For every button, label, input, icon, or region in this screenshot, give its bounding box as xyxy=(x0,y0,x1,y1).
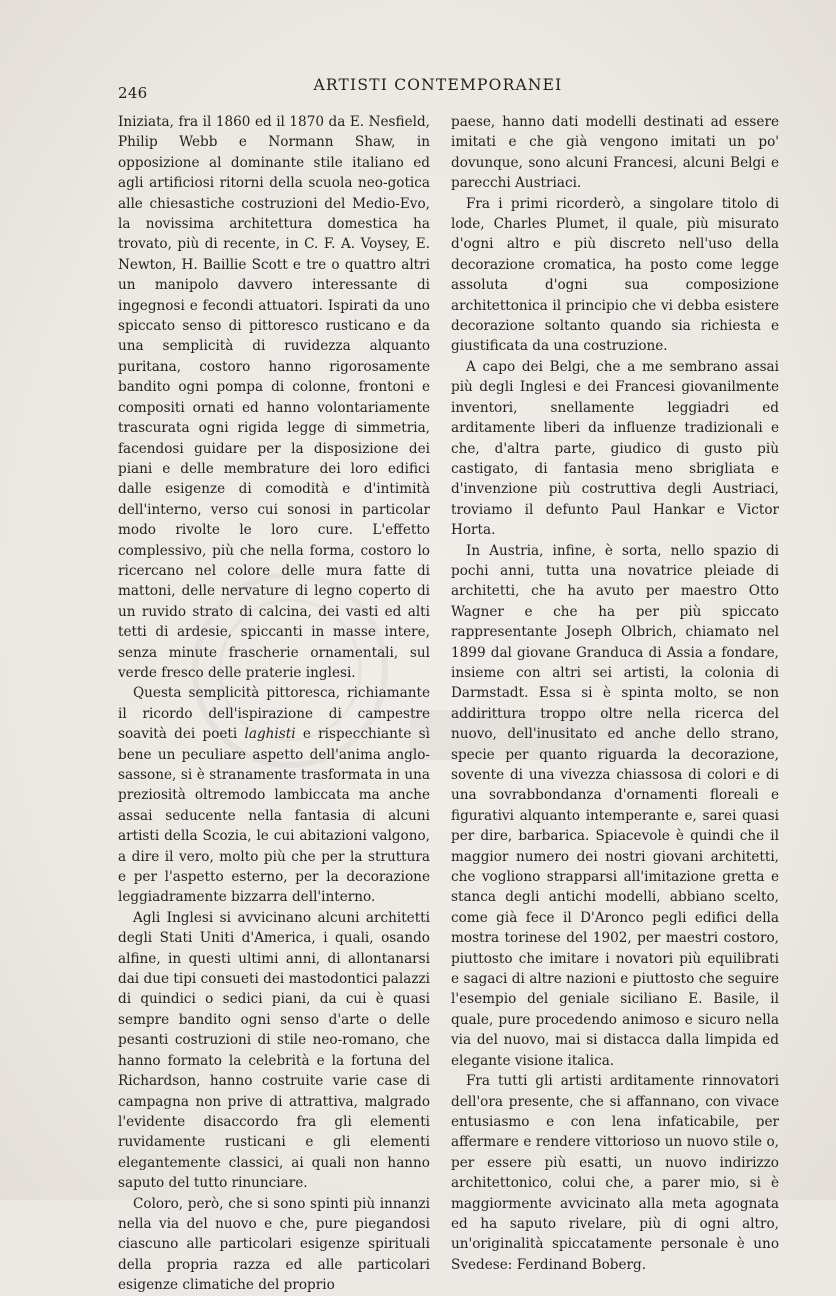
paragraph-right-4: In Austria, infine, è sorta, nello spazio di pochi anni, tutta una novatrice pleiade di architetti, che ha avuto per maestro Otto Wagner e che ha per più spiccato rappresentante Joseph Olbrich, chiamato nel 1899 dal giovane Granduca di Assia a fondare, insieme con altri sei artisti, la colonia di Darmstadt. Essa si è spinta molto, se non addirittura troppo oltre nella ricerca del nuovo, dell'inusitato ed anche dello strano, specie per quanto riguarda la decorazione, sovente di una vivezza chiassosa di colori e di una sovrabbondanza d'ornamenti floreali e figurativi alquanto intemperante e, sarei quasi per dire, barbarica. Spiacevole è quindi che il maggior numero dei nostri giovani architetti, che vogliono strapparsi all'imitazione gretta e stanca degli antichi modelli, abbiano scelto, come già fece il D'Aronco pegli edifici della mostra torinese del 1902, per maestri costoro, piuttosto che imitare i novatori più equilibrati e sagaci di altre nazioni e piuttosto che seguire l'esempio del geniale siciliano E. Basile, il quale, pure procedendo animoso e sicuro nella via del nuovo, mai si distacca dalla limpida ed elegante visione italica. xyxy=(451,542,779,1069)
page-number: 246 xyxy=(118,84,148,102)
paragraph-right-1: paese, hanno dati modelli destinati ad essere imitati e che già vengono imitati un po' dovunque, sono alcuni Francesi, alcuni Belgi e parecchi Austriaci. xyxy=(451,114,779,192)
paragraph-right-3: A capo dei Belgi, che a me sembrano assai più degli Inglesi e dei Francesi giovanilmente inventori, snellamente leggiadri ed arditamente liberi da influenze tradizionali e che, d'altra parte, giudico di gusto più castigato, di fantasia meno sbrigliata e d'invenzione più costruttiva degli Austriaci, troviamo il defunto Paul Hankar e Victor Horta. xyxy=(451,358,779,539)
paragraph-left-1: Iniziata, fra il 1860 ed il 1870 da E. Nesfield, Philip Webb e Normann Shaw, in opposizione al dominante stile italiano ed agli artificiosi ritorni della scuola neo-gotica alle chiesastiche costruzioni del Medio-Evo, la novissima architettura domestica ha trovato, più di recente, in C. F. A. Voysey, E. Newton, H. Baillie Scott e tre o quattro altri un manipolo davvero interessante di ingegnosi e fecondi attuatori. Ispirati da uno spiccato senso di pittoresco rusticano e da una semplicità di ruvidezza alquanto puritana, costoro hanno rigorosamente bandito ogni pompa di colonne, frontoni e compositi ornati ed hanno volontariamente trascurata ogni rigida legge di simmetria, facendosi guidare per la disposizione dei piani e delle membrature dei loro edifici dalle esigenze di comodità e d'intimità dell'interno, verso cui sonosi in particolar modo rivolte le loro cure. L'effetto complessivo, più che nella forma, costoro lo ricercano nel colore delle mura fatte di mattoni, delle nervature di legno coperto di un ruvido strato di calcina, dei vasti ed alti tetti di ardesie, spiccanti in masse intere, senza minute frascherie ornamentali, sul verde fresco delle praterie inglesi. xyxy=(118,114,430,681)
paragraph-right-5: Fra tutti gli artisti arditamente rinnovatori dell'ora presente, che si affannano, con vivace entusiasmo e con lena infaticabile, per affermare e rendere vittorioso un nuovo stile o, per essere più esatti, un nuovo indirizzo architettonico, colui che, a parer mio, si è maggiormente avvicinato alla meta agognata ed ha saputo rivelare, più di ogni altro, un'originalità spiccatamente personale è uno Svedese: Ferdinand Boberg. xyxy=(451,1073,779,1273)
right-column xyxy=(451,112,779,1275)
paragraph-left-2-end: e rispecchiante sì bene un peculiare aspetto dell'anima anglo-sassone, si è stranamente trasformata in una preziosità oltremodo lambiccata ma anche assai seducente nella fantasia di alcuni artisti della Scozia, le cui abitazioni valgono, a dire il vero, molto più che per la struttura e per l'aspetto esterno, per la decorazione leggiadramente bizzarra dell'interno. xyxy=(118,726,431,906)
running-title: ARTISTI CONTEMPORANEI xyxy=(313,76,563,94)
paragraph-left-4: Coloro, però, che si sono spinti più innanzi nella via del nuovo e che, pure piegandosi ciascuno alle particolari esigenze spirituali della propria razza ed alle particolari esigenze climatiche del proprio xyxy=(118,1195,430,1294)
paragraph-right-2: Fra i primi ricorderò, a singolare titolo di lode, Charles Plumet, il quale, più misurato d'ogni altro e più discreto nell'uso della decorazione cromatica, ha posto come legge assoluta d'ogni sua composizione architettonica il principio che vi debba esistere decorazione soltanto quando sia richiesta e giustificata da una costruzione. xyxy=(451,195,779,355)
left-column xyxy=(118,112,430,1296)
paragraph-left-3: Agli Inglesi si avvicinano alcuni architetti degli Stati Uniti d'America, i quali, osando alfine, in questi ultimi anni, di allontanarsi dai due tipi consueti dei mastodontici palazzi di quindici o sedici piani, da cui è quasi sempre bandito ogni senso d'arte o delle pesanti costruzioni di stile neo-romano, che hanno formato la celebrità e la fortuna del Richardson, hanno costruite varie case di campagna non prive di attrattiva, malgrado l'evidente disaccordo fra gli elementi ruvidamente rusticani e gli elementi elegantemente classici, ai quali non hanno saputo del tutto rinunciare. xyxy=(118,909,430,1192)
italic-term-laghisti: laghisti xyxy=(244,726,296,743)
paragraph-left-2 xyxy=(118,683,430,907)
paragraph-left-2-start: Questa semplicità pittoresca, richiamante il ricordo dell'ispirazione di campestre soavità dei poeti xyxy=(118,685,430,743)
